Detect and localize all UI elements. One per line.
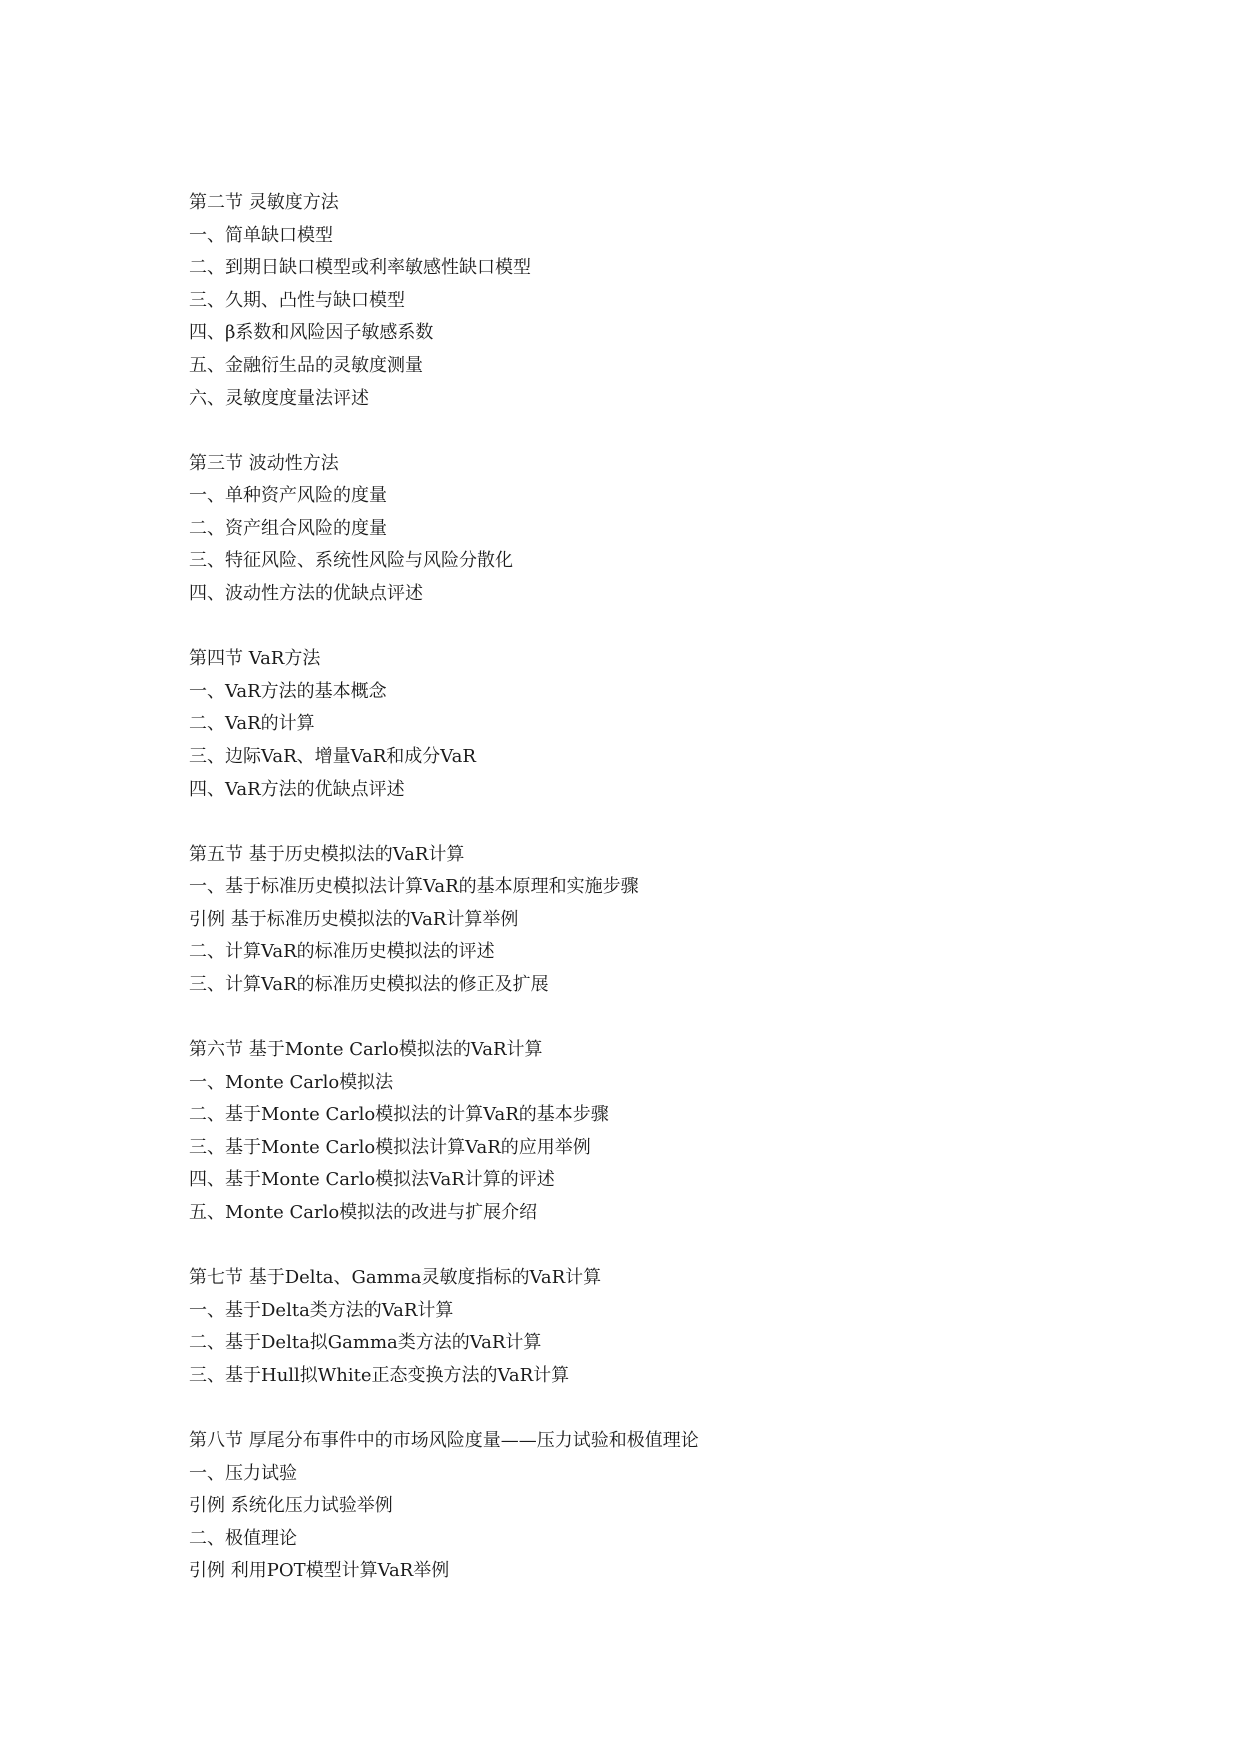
toc-item: 一、基于标准历史模拟法计算VaR的基本原理和实施步骤: [189, 876, 639, 898]
toc-item: 二、基于Delta拟Gamma类方法的VaR计算: [189, 1332, 542, 1354]
toc-item: 三、基于Monte Carlo模拟法计算VaR的应用举例: [189, 1136, 591, 1158]
section-title: 第二节 灵敏度方法: [189, 192, 339, 213]
section-title: 第五节 基于历史模拟法的VaR计算: [189, 843, 465, 865]
section-title: 第八节 厚尾分布事件中的市场风险度量——压力试验和极值理论: [189, 1430, 699, 1451]
toc-item: 一、VaR方法的基本概念: [189, 680, 387, 702]
toc-section: [189, 448, 1189, 611]
toc-item: 四、波动性方法的优缺点评述: [189, 583, 423, 605]
toc-section: [189, 187, 1189, 415]
toc-item: 一、Monte Carlo模拟法: [189, 1071, 394, 1093]
toc-item: 引例 系统化压力试验举例: [189, 1495, 393, 1517]
toc-section: [189, 839, 1189, 1002]
document-body: [189, 187, 1189, 1620]
section-title: 第四节 VaR方法: [189, 648, 321, 670]
section-title: 第三节 波动性方法: [189, 452, 339, 474]
toc-item: 二、VaR的计算: [189, 713, 315, 735]
toc-item: 五、Monte Carlo模拟法的改进与扩展介绍: [189, 1202, 538, 1224]
toc-item: 四、VaR方法的优缺点评述: [189, 778, 405, 800]
toc-item: 一、单种资产风险的度量: [189, 485, 387, 507]
toc-item: 四、基于Monte Carlo模拟法VaR计算的评述: [189, 1169, 555, 1191]
toc-section: [189, 1425, 1189, 1588]
toc-item: 二、资产组合风险的度量: [189, 517, 387, 539]
toc-item: 六、灵敏度度量法评述: [189, 387, 369, 409]
toc-item: 引例 利用POT模型计算VaR举例: [189, 1560, 450, 1582]
toc-item: 四、β系数和风险因子敏感系数: [189, 322, 434, 344]
toc-item: 三、基于Hull拟White正态变换方法的VaR计算: [189, 1364, 570, 1386]
toc-section: [189, 1034, 1189, 1230]
toc-item: 三、特征风险、系统性风险与风险分散化: [189, 550, 513, 572]
toc-item: 一、简单缺口模型: [189, 224, 333, 246]
toc-item: 二、基于Monte Carlo模拟法的计算VaR的基本步骤: [189, 1104, 609, 1126]
toc-item: 一、基于Delta类方法的VaR计算: [189, 1299, 454, 1321]
toc-item: 三、久期、凸性与缺口模型: [189, 289, 405, 311]
toc-item: 五、金融衍生品的灵敏度测量: [189, 354, 423, 376]
toc-item: 引例 基于标准历史模拟法的VaR计算举例: [189, 908, 519, 930]
toc-item: 二、计算VaR的标准历史模拟法的评述: [189, 941, 495, 963]
toc-item: 二、极值理论: [189, 1527, 297, 1549]
section-title: 第七节 基于Delta、Gamma灵敏度指标的VaR计算: [189, 1267, 602, 1289]
toc-item: 一、压力试验: [189, 1462, 297, 1484]
toc-section: [189, 1262, 1189, 1392]
toc-item: 三、边际VaR、增量VaR和成分VaR: [189, 745, 476, 767]
section-title: 第六节 基于Monte Carlo模拟法的VaR计算: [189, 1039, 543, 1061]
toc-item: 三、计算VaR的标准历史模拟法的修正及扩展: [189, 973, 549, 995]
toc-item: 二、到期日缺口模型或利率敏感性缺口模型: [189, 257, 531, 279]
toc-section: [189, 643, 1189, 806]
